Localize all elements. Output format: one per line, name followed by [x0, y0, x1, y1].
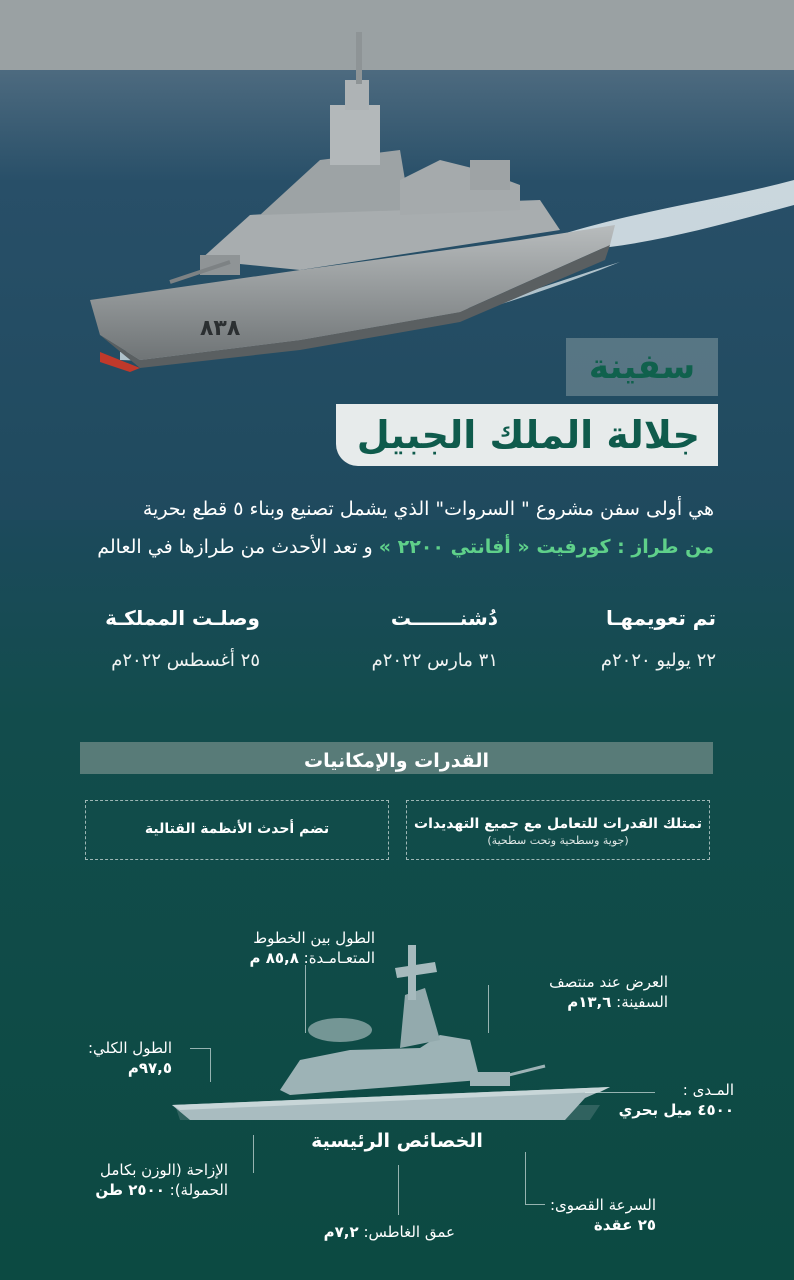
spec-row	[80, 1180, 228, 1200]
capability-text: تمتلك القدرات للتعامل مع جميع التهديدات	[414, 816, 702, 832]
spec-range	[600, 1080, 734, 1120]
spec-row	[520, 992, 668, 1012]
leader-line	[488, 985, 489, 1033]
spec-beam	[520, 972, 668, 1012]
spec-value: ١٣,٦م	[567, 993, 612, 1011]
spec-label: السفينة:	[616, 993, 668, 1011]
date-label: وصلـت المملكـة	[105, 606, 260, 630]
intro-line-1: هي أولى سفن مشروع " السروات" الذي يشمل تصنيع وبناء ٥ قطع بحرية	[142, 498, 714, 520]
intro-line-2-rest: و تعد الأحدث من طرازها في العالم	[97, 536, 379, 558]
intro-line-2	[74, 528, 714, 566]
date-launched	[298, 606, 498, 671]
dates-row	[80, 606, 716, 686]
hull-number: ٨٣٨	[200, 316, 241, 341]
spec-value: ٨٥,٨ م	[249, 949, 299, 967]
spec-label: عمق الغاطس:	[363, 1223, 455, 1241]
spec-draft	[300, 1222, 455, 1242]
capability-subtext: (جوية وسطحية وتحت سطحية)	[487, 834, 629, 847]
date-value: ٣١ مارس ٢٠٢٢م	[371, 650, 498, 671]
leader-line	[305, 965, 306, 1033]
date-floated	[516, 606, 716, 671]
spec-label: المـدى :	[682, 1081, 734, 1099]
date-value: ٢٥ أغسطس ٢٠٢٢م	[111, 650, 260, 671]
spec-label: الإزاحة (الوزن بكامل	[99, 1161, 228, 1179]
spec-overall-length	[60, 1038, 172, 1078]
spec-displacement	[80, 1160, 228, 1200]
spec-label: الطول بين الخطوط	[253, 929, 375, 947]
spec-label: السرعة القصوى:	[549, 1196, 656, 1214]
page-title: جلالة الملك الجبيل	[336, 404, 718, 466]
capability-box-threats	[406, 800, 710, 860]
capabilities-header: القدرات والإمكانيات	[80, 742, 713, 774]
intro-model: من طراز : كورفيت « أفانتي ٢٢٠٠ »	[378, 536, 714, 558]
leader-line	[398, 1165, 399, 1215]
leader-line	[210, 1048, 211, 1082]
leader-line	[525, 1152, 526, 1204]
spec-perpendicular-length	[240, 928, 375, 968]
intro-paragraph	[74, 490, 714, 566]
spec-label: المتعـامـدة:	[303, 949, 375, 967]
spec-value: ٢٥ عقدة	[593, 1216, 656, 1234]
capability-text: تضم أحدث الأنظمة القتالية	[144, 821, 330, 837]
date-arrived	[60, 606, 260, 671]
date-label: دُشنـــــــت	[390, 606, 498, 630]
date-value: ٢٢ يوليو ٢٠٢٠م	[600, 650, 716, 671]
main-features-title: الخصائص الرئيسية	[311, 1130, 483, 1152]
spec-label: الطول الكلي:	[87, 1039, 172, 1057]
spec-label: الحمولة):	[169, 1181, 228, 1199]
leader-line	[190, 1048, 210, 1049]
spec-value: ٤٥٠٠ ميل بحري	[618, 1101, 734, 1119]
date-label: تم تعويمهـا	[606, 606, 716, 630]
spec-row	[240, 948, 375, 968]
spec-max-speed	[530, 1195, 656, 1235]
title-small: سفينة	[566, 338, 718, 396]
spec-label: العرض عند منتصف	[549, 973, 668, 991]
capability-box-systems	[85, 800, 389, 860]
spec-value: ٩٧,٥م	[127, 1059, 172, 1077]
spec-value: ٧,٢م	[323, 1223, 359, 1241]
spec-value: ٢٥٠٠ طن	[95, 1181, 165, 1199]
